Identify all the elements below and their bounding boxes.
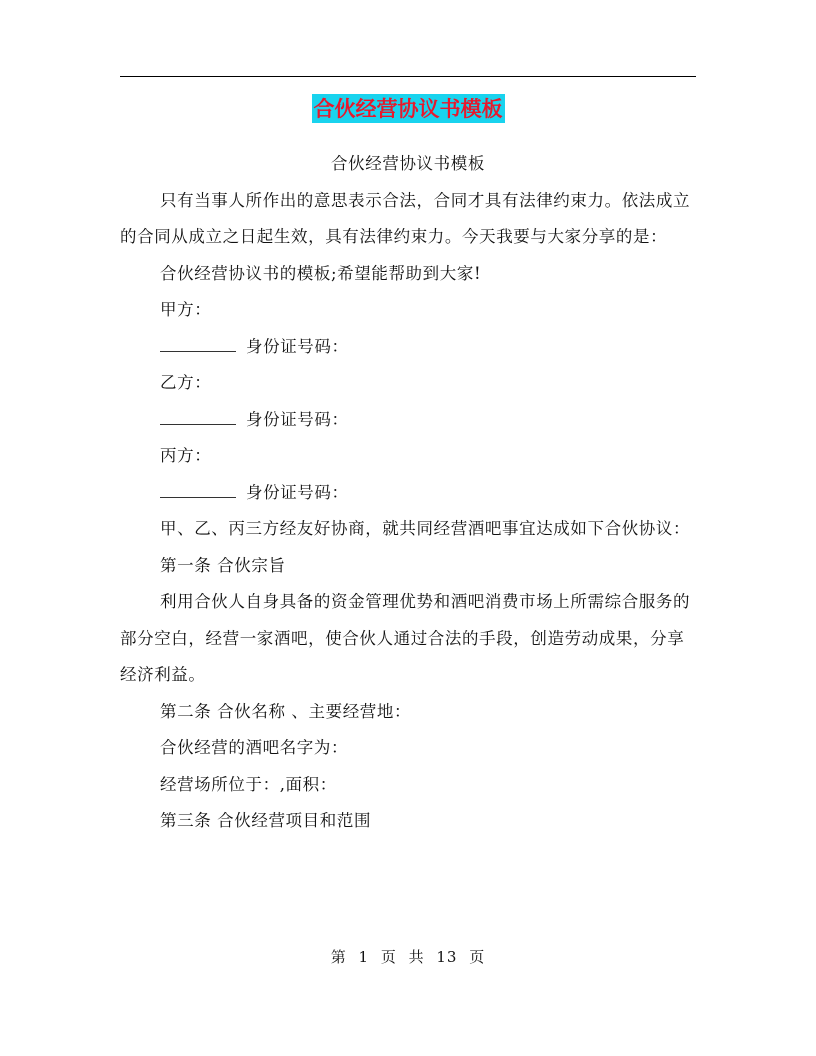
party-c-id-row xyxy=(120,475,696,512)
document-subtitle: 合伙经营协议书模板 xyxy=(331,154,485,173)
intro-paragraph: 只有当事人所作出的意思表示合法，合同才具有法律约束力。依法成立的合同从成立之日起生效，具有法律约束力。今天我要与大家分享的是： xyxy=(120,190,691,246)
party-c-id-label: 身份证号码： xyxy=(246,482,349,502)
article-2-name: 合伙经营的酒吧名字为： xyxy=(160,738,349,757)
page-footer xyxy=(0,946,816,967)
article-2-location: 经营场所位于：,面积： xyxy=(160,774,337,794)
party-b-id-label: 身份证号码： xyxy=(246,409,349,429)
party-b-label: 乙方： xyxy=(160,373,212,392)
article-1-text: 利用合伙人自身具备的资金管理优势和酒吧消费市场上所需综合服务的部分空白，经营一家酒吧，使合伙人通过合法的手段，创造劳动成果，分享经济利益。 xyxy=(120,592,691,684)
party-c-label: 丙方： xyxy=(160,446,212,465)
fill-in-blank xyxy=(160,335,236,352)
document-title xyxy=(0,94,816,126)
party-a-id-label: 身份证号码： xyxy=(246,336,349,356)
document-body xyxy=(120,146,696,840)
article-3-title: 第三条 合伙经营项目和范围 xyxy=(160,811,372,830)
header-rule xyxy=(120,76,696,77)
article-2-title: 第二条 合伙名称 、主要经营地： xyxy=(160,701,412,721)
page-number: 第 1 页 共 13 页 xyxy=(330,948,486,966)
article-1-title: 第一条 合伙宗旨 xyxy=(160,555,286,575)
party-a-label: 甲方： xyxy=(160,300,212,319)
party-b-id-row xyxy=(120,402,696,439)
document-title-text: 合伙经营协议书模板 xyxy=(313,96,503,121)
party-a-id-row xyxy=(120,329,696,366)
fill-in-blank xyxy=(160,408,236,425)
intro-line: 合伙经营协议书的模板;希望能帮助到大家! xyxy=(160,263,482,283)
fill-in-blank xyxy=(160,481,236,498)
agreement-intro: 甲、乙、丙三方经友好协商，就共同经营酒吧事宜达成如下合伙协议： xyxy=(160,519,691,538)
